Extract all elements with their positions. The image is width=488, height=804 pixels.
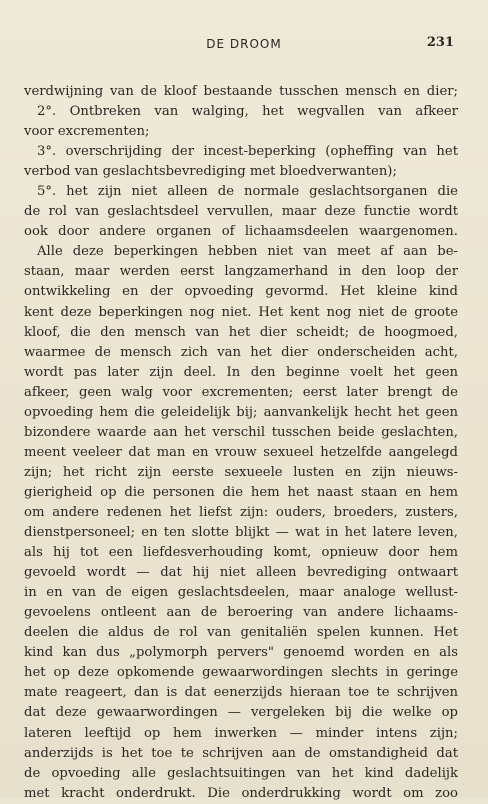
text-line: wordt pas later zijn deel. In den beginne voelt het geen <box>24 364 458 380</box>
text-line: om andere redenen het liefst zijn: ouders, broeders, zusters, <box>24 504 458 520</box>
page-number: 231 <box>426 35 454 50</box>
text-line: lateren leeftijd op hem inwerken — minder intens zijn; <box>24 725 458 741</box>
text-line: mate reageert, dan is dat eenerzijds hieraan toe te schrijven <box>24 685 458 701</box>
text-line: waarmee de mensch zich van het dier onderscheiden acht, <box>24 344 458 360</box>
text-line: kloof, die den mensch van het dier scheidt; de hoogmoed, <box>24 324 458 340</box>
text-line: het op deze opkomende gewaarwordingen slechts in geringe <box>24 665 458 681</box>
text-line: de rol van geslachtsdeel vervullen, maar deze functie wordt <box>24 204 458 220</box>
text-line: 3°. overschrijding der incest-beperking (opheffing van het <box>37 144 458 160</box>
text-line: bizondere waarde aan het verschil tusschen beide geslachten, <box>24 424 458 440</box>
text-line: meent veeleer dat man en vrouw sexueel hetzelfde aangelegd <box>24 444 458 460</box>
text-line: opvoeding hem die geleidelijk bij; aanvankelijk hecht het geen <box>24 404 458 420</box>
text-line: de opvoeding alle geslachtsuitingen van het kind dadelijk <box>24 765 458 781</box>
text-line: dienstpersoneel; en ten slotte blijkt — wat in het latere leven, <box>24 525 458 541</box>
text-line: gevoelens ontleent aan de beroering van andere lichaams- <box>24 605 458 621</box>
text-line: deelen die aldus de rol van genitaliën spelen kunnen. Het <box>24 625 458 641</box>
text-line: Alle deze beperkingen hebben niet van meet af aan be- <box>37 244 458 260</box>
text-line: anderzijds is het toe te schrijven aan de omstandigheid dat <box>24 745 458 761</box>
text-line: ontwikkeling en der opvoeding gevormd. Het kleine kind <box>24 284 458 300</box>
text-line: afkeer, geen walg voor excrementen; eerst later brengt de <box>24 384 458 400</box>
text-line: voor excrementen; <box>24 124 150 140</box>
text-line: ook door andere organen of lichaamsdeelen waargenomen. <box>24 224 458 240</box>
text-line: dat deze gewaarwordingen — vergeleken bij die welke op <box>24 705 458 721</box>
text-line: in en van de eigen geslachtsdeelen, maar analoge wellust- <box>24 585 458 601</box>
text-line: gierigheid op die personen die hem het naast staan en hem <box>24 484 458 500</box>
text-line: als hij tot een liefdesverhouding komt, opnieuw door hem <box>24 545 458 561</box>
text-line: kent deze beperkingen nog niet. Het kent nog niet de groote <box>24 304 458 320</box>
running-title: DE DROOM <box>206 37 282 51</box>
text-line: 2°. Ontbreken van walging, het wegvallen van afkeer <box>37 104 458 120</box>
text-line: staan, maar werden eerst langzamerhand in den loop der <box>24 264 458 280</box>
text-line: gevoeld wordt — dat hij niet alleen bevrediging ontwaart <box>24 565 458 581</box>
text-line: verdwijning van de kloof bestaande tusschen mensch en dier; <box>24 84 458 99</box>
text-line: kind kan dus „polymorph pervers" genoemd worden en als <box>24 645 458 661</box>
body-text <box>24 82 458 804</box>
text-line: met kracht onderdrukt. Die onderdrukking wordt om zoo <box>24 785 458 801</box>
text-line: 5°. het zijn niet alleen de normale geslachtsorganen die <box>37 184 458 200</box>
text-line: zijn; het richt zijn eerste sexueele lusten en zijn nieuws- <box>24 464 458 480</box>
text-line: verbod van geslachtsbevrediging met bloedverwanten); <box>24 164 397 180</box>
